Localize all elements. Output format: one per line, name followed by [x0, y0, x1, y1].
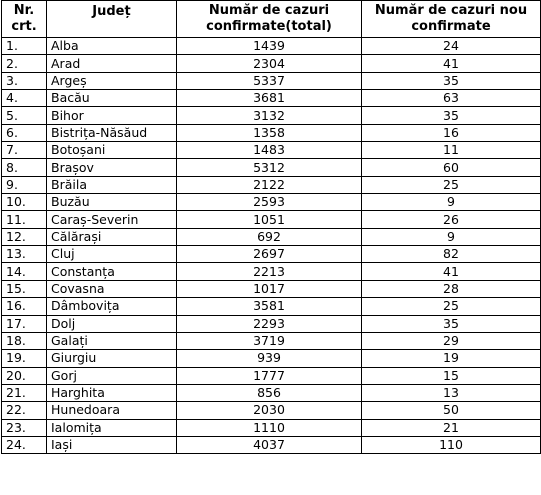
cell-total-cases: 2697: [177, 246, 362, 263]
cell-total-cases: 1439: [177, 38, 362, 55]
header-judet-label: Județ: [92, 4, 131, 19]
cell-judet: Giurgiu: [47, 350, 177, 367]
cases-table: [1, 0, 541, 454]
cell-total-cases: 856: [177, 384, 362, 401]
cell-judet: Botoșani: [47, 142, 177, 159]
table-row: [2, 228, 541, 245]
cell-new-cases: 25: [362, 298, 541, 315]
cell-new-cases: 26: [362, 211, 541, 228]
cell-judet: Ialomița: [47, 419, 177, 436]
cell-nr: 13.: [2, 246, 47, 263]
table-row: [2, 298, 541, 315]
cell-judet: Harghita: [47, 384, 177, 401]
cell-total-cases: 1017: [177, 280, 362, 297]
cell-nr: 12.: [2, 228, 47, 245]
table-row: [2, 280, 541, 297]
header-judet: [47, 1, 177, 38]
cell-judet: Brăila: [47, 176, 177, 193]
cell-judet: Arad: [47, 55, 177, 72]
cell-total-cases: 692: [177, 228, 362, 245]
cell-nr: 20.: [2, 367, 47, 384]
cell-judet: Dâmbovița: [47, 298, 177, 315]
cell-new-cases: 60: [362, 159, 541, 176]
cell-judet: Bihor: [47, 107, 177, 124]
table-row: [2, 350, 541, 367]
cell-judet: Călărași: [47, 228, 177, 245]
cell-nr: 15.: [2, 280, 47, 297]
cell-nr: 7.: [2, 142, 47, 159]
table-row: [2, 194, 541, 211]
cell-judet: Dolj: [47, 315, 177, 332]
cell-new-cases: 35: [362, 72, 541, 89]
cell-new-cases: 16: [362, 124, 541, 141]
cell-nr: 11.: [2, 211, 47, 228]
table-body: [2, 38, 541, 454]
cell-total-cases: 5337: [177, 72, 362, 89]
cell-judet: Argeș: [47, 72, 177, 89]
cell-judet: Alba: [47, 38, 177, 55]
cell-nr: 16.: [2, 298, 47, 315]
cell-total-cases: 1358: [177, 124, 362, 141]
table-row: [2, 402, 541, 419]
header-total-line2: confirmate(total): [206, 19, 332, 34]
cell-nr: 14.: [2, 263, 47, 280]
table-row: [2, 159, 541, 176]
header-nr-crt: [2, 1, 47, 38]
header-new-cases: [362, 1, 541, 38]
cell-nr: 18.: [2, 332, 47, 349]
cell-judet: Iași: [47, 436, 177, 453]
header-total-cases: [177, 1, 362, 38]
table-row: [2, 367, 541, 384]
cell-total-cases: 4037: [177, 436, 362, 453]
cell-total-cases: 2293: [177, 315, 362, 332]
header-row: [2, 1, 541, 38]
table-row: [2, 384, 541, 401]
cell-nr: 19.: [2, 350, 47, 367]
header-nr-line1: Nr.: [13, 3, 35, 18]
table-row: [2, 246, 541, 263]
cell-new-cases: 50: [362, 402, 541, 419]
cell-judet: Cluj: [47, 246, 177, 263]
cell-judet: Caraș-Severin: [47, 211, 177, 228]
cell-nr: 5.: [2, 107, 47, 124]
table-row: [2, 90, 541, 107]
cell-nr: 21.: [2, 384, 47, 401]
cell-judet: Brașov: [47, 159, 177, 176]
table-row: [2, 436, 541, 453]
cell-new-cases: 19: [362, 350, 541, 367]
cell-judet: Bacău: [47, 90, 177, 107]
cell-total-cases: 5312: [177, 159, 362, 176]
cell-new-cases: 15: [362, 367, 541, 384]
cell-total-cases: 2593: [177, 194, 362, 211]
cell-judet: Hunedoara: [47, 402, 177, 419]
cell-nr: 17.: [2, 315, 47, 332]
table-header: [2, 1, 541, 38]
cell-new-cases: 9: [362, 194, 541, 211]
table-row: [2, 72, 541, 89]
cell-new-cases: 21: [362, 419, 541, 436]
cell-new-cases: 25: [362, 176, 541, 193]
cell-nr: 1.: [2, 38, 47, 55]
cell-nr: 22.: [2, 402, 47, 419]
cell-judet: Buzău: [47, 194, 177, 211]
cell-new-cases: 41: [362, 55, 541, 72]
table-row: [2, 55, 541, 72]
cell-new-cases: 29: [362, 332, 541, 349]
cell-new-cases: 63: [362, 90, 541, 107]
cell-total-cases: 3581: [177, 298, 362, 315]
cell-judet: Bistrița-Năsăud: [47, 124, 177, 141]
table-row: [2, 176, 541, 193]
header-nr-line2: crt.: [11, 19, 37, 34]
cell-total-cases: 1051: [177, 211, 362, 228]
cell-total-cases: 939: [177, 350, 362, 367]
cell-total-cases: 2304: [177, 55, 362, 72]
cell-new-cases: 35: [362, 107, 541, 124]
table-row: [2, 419, 541, 436]
cell-nr: 4.: [2, 90, 47, 107]
cell-total-cases: 2213: [177, 263, 362, 280]
cell-nr: 9.: [2, 176, 47, 193]
cell-new-cases: 35: [362, 315, 541, 332]
cell-nr: 2.: [2, 55, 47, 72]
cell-nr: 6.: [2, 124, 47, 141]
table-row: [2, 211, 541, 228]
cell-nr: 24.: [2, 436, 47, 453]
cell-new-cases: 82: [362, 246, 541, 263]
cell-judet: Galați: [47, 332, 177, 349]
table-row: [2, 263, 541, 280]
cell-new-cases: 11: [362, 142, 541, 159]
cell-nr: 3.: [2, 72, 47, 89]
header-new-line1: Număr de cazuri nou: [374, 3, 528, 18]
table-row: [2, 38, 541, 55]
cell-total-cases: 3132: [177, 107, 362, 124]
cell-total-cases: 2030: [177, 402, 362, 419]
header-total-line1: Număr de cazuri: [208, 3, 330, 18]
cell-new-cases: 110: [362, 436, 541, 453]
cell-total-cases: 3681: [177, 90, 362, 107]
cell-total-cases: 1110: [177, 419, 362, 436]
cell-total-cases: 2122: [177, 176, 362, 193]
table-row: [2, 124, 541, 141]
table-row: [2, 332, 541, 349]
cell-new-cases: 24: [362, 38, 541, 55]
cell-new-cases: 9: [362, 228, 541, 245]
cell-judet: Constanța: [47, 263, 177, 280]
cell-new-cases: 13: [362, 384, 541, 401]
cell-total-cases: 1483: [177, 142, 362, 159]
header-new-line2: confirmate: [411, 19, 491, 34]
cell-judet: Covasna: [47, 280, 177, 297]
cell-judet: Gorj: [47, 367, 177, 384]
cell-total-cases: 1777: [177, 367, 362, 384]
table-row: [2, 315, 541, 332]
cell-nr: 10.: [2, 194, 47, 211]
cell-new-cases: 41: [362, 263, 541, 280]
cell-total-cases: 3719: [177, 332, 362, 349]
cell-nr: 23.: [2, 419, 47, 436]
cell-nr: 8.: [2, 159, 47, 176]
table-row: [2, 142, 541, 159]
table-row: [2, 107, 541, 124]
cell-new-cases: 28: [362, 280, 541, 297]
